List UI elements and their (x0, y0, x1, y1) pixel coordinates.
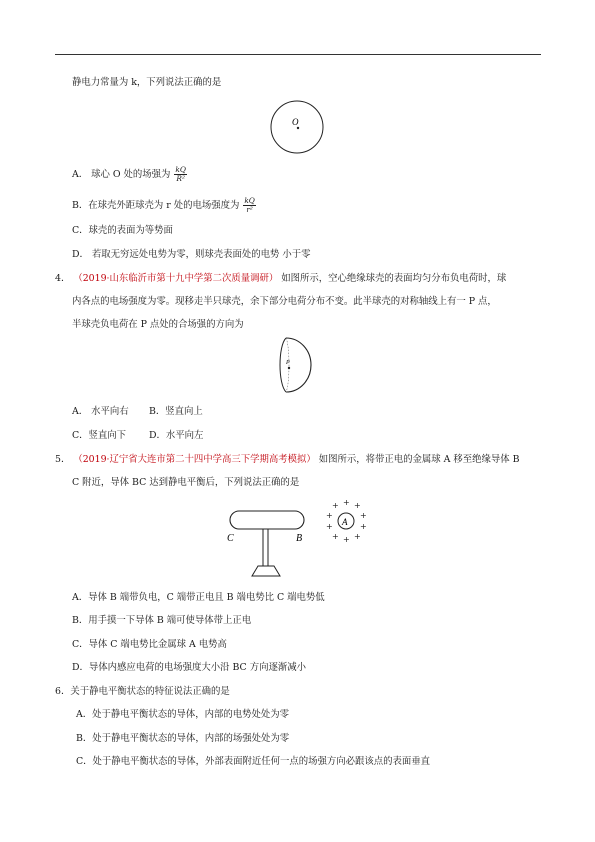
charge-sign: + (326, 522, 333, 531)
q3-option-b-fraction (243, 197, 256, 214)
charge-sign: + (354, 532, 361, 541)
conductor-bc (230, 511, 304, 529)
q5-source: （2019·辽宁省大连市第二十四中学高三下学期高考模拟） (73, 454, 316, 465)
charge-sign: + (360, 522, 367, 531)
charge-sign: + (343, 535, 350, 544)
fraction-numerator: kQ (175, 165, 186, 174)
point-p-dot (288, 367, 290, 369)
q5-option-d[interactable]: D．导体内感应电荷的电场强度大小沿 BC 方向逐渐减小 (72, 662, 306, 673)
sphere-center-label: O (292, 117, 299, 127)
q3-option-d[interactable]: D． 若取无穷远处电势为零，则球壳表面处的电势 小于零 (72, 249, 311, 260)
q3-option-a[interactable] (72, 166, 188, 183)
fraction-denominator: r² (246, 205, 253, 214)
header-rule (55, 54, 541, 55)
q5-option-a[interactable]: A．导体 B 端带负电，C 端带正电且 B 端电势比 C 端电势低 (72, 592, 325, 603)
charge-sign: + (326, 511, 333, 520)
q5-conductor-figure (222, 496, 372, 582)
q4-source: （2019·山东临沂市第十九中学第二次质量调研） (73, 273, 279, 284)
q6-option-a[interactable]: A．处于静电平衡状态的导体，内部的电势处处为零 (76, 709, 290, 720)
q5-text-1: 如图所示，将带正电的金属球 A 移至绝缘导体 B (318, 454, 520, 465)
charge-sign: + (354, 501, 361, 510)
q3-option-c[interactable]: C．球壳的表面为等势面 (72, 225, 173, 236)
ball-a-label: A (342, 517, 348, 527)
q4-option-d[interactable]: D．水平向左 (149, 430, 204, 441)
q4-stem-line-2: 内各点的电场强度为零。现移走半只球壳，余下部分电荷分布不变。此半球壳的对称轴线上有一 P 点， (72, 296, 497, 307)
q6-option-b[interactable]: B．处于静电平衡状态的导体，内部的场强处处为零 (76, 733, 290, 744)
q5-option-b[interactable]: B．用手摸一下导体 B 端可使导体带上正电 (72, 615, 252, 626)
fraction-denominator: R² (176, 174, 185, 183)
q3-option-b[interactable] (72, 197, 257, 214)
charge-sign: + (360, 511, 367, 520)
point-p-label: P (286, 360, 290, 366)
q5-stem-line-2: C 附近，导体 BC 达到静电平衡后，下列说法正确的是 (72, 477, 300, 488)
sphere-center-dot (297, 127, 299, 129)
stand-base (252, 566, 280, 576)
q4-stem-line-1 (55, 272, 506, 285)
q4-text-1: 如图所示，空心绝缘球壳的表面均匀分布负电荷时，球 (281, 273, 507, 284)
q3-option-a-text: A． 球心 O 处的场强为 (72, 169, 171, 180)
sphere-shell (271, 101, 323, 153)
q6-option-c[interactable]: C．处于静电平衡状态的导体，外部表面附近任何一点的场强方向必跟该点的表面垂直 (76, 756, 431, 767)
q5-stem-line-1 (55, 453, 520, 466)
end-b-label: B (296, 533, 303, 544)
q4-option-b[interactable]: B．竖直向上 (149, 406, 203, 417)
hemisphere-shell (286, 338, 311, 392)
q4-hemisphere-figure (276, 336, 326, 394)
q4-number: 4． (55, 273, 71, 284)
charge-sign: + (332, 532, 339, 541)
q3-option-a-fraction (174, 166, 187, 183)
q6-stem: 6．关于静电平衡状态的特征说法正确的是 (55, 686, 230, 697)
q3-intro: 静电力常量为 k，下列说法正确的是 (72, 77, 222, 88)
q3-sphere-figure (270, 100, 326, 156)
q5-option-c[interactable]: C．导体 C 端电势比金属球 A 电势高 (72, 639, 227, 650)
q3-option-b-text: B．在球壳外距球壳为 r 处的电场强度为 (72, 200, 240, 211)
q5-number: 5． (55, 454, 71, 465)
fraction-numerator: kQ (244, 196, 255, 205)
charge-sign: + (343, 498, 350, 507)
charge-sign: + (332, 501, 339, 510)
end-c-label: C (227, 533, 234, 544)
q4-option-c[interactable]: C．竖直向下 (72, 430, 127, 441)
q4-option-a[interactable]: A． 水平向右 (72, 406, 129, 417)
q4-stem-line-3: 半球壳负电荷在 P 点处的合场强的方向为 (72, 319, 244, 330)
